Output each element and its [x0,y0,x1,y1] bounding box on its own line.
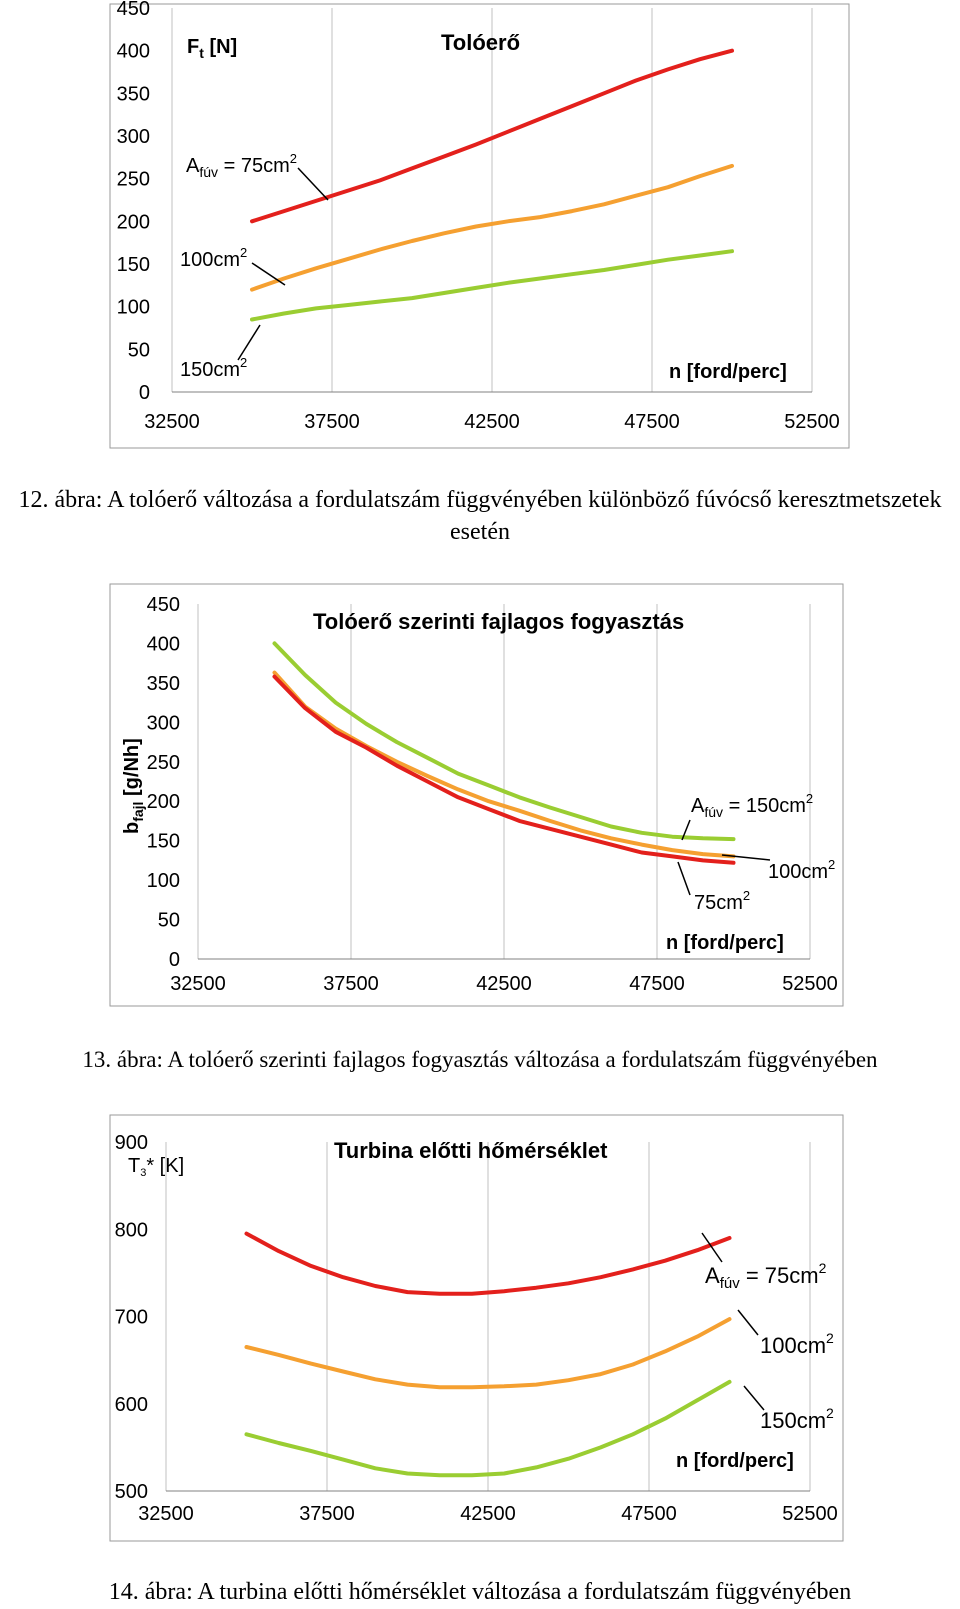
chart2-label-75 [694,888,750,914]
chart3-y-label-main: T [128,1155,141,1177]
c1-ytick-4: 200 [116,211,150,234]
chart-thrust [110,0,849,448]
c1-xtick-4: 52500 [784,411,840,433]
chart3-title: Turbina előtti hőmérséklet [334,1138,608,1163]
c2-ytick-6: 300 [146,712,180,735]
chart1-y-label-main: F [187,36,200,58]
chart1-x-label: n [ford/perc] [669,361,787,383]
c3-xtick-1: 37500 [299,1503,355,1525]
chart1-label-100-text: 100cm [180,249,241,271]
c3-ytick-3: 800 [114,1219,148,1242]
c1-ytick-1: 50 [127,339,150,362]
chart3-frame [110,1115,843,1541]
chart1-label-100 [180,245,247,271]
c2-ytick-1: 50 [157,909,180,932]
c2-ytick-5: 250 [146,751,180,774]
c3-ytick-2: 700 [114,1306,148,1329]
chart3-y-label-sub: 3 [140,1167,147,1179]
c3-xtick-0: 32500 [138,1503,194,1525]
chart1-y-label [187,36,237,61]
c1-ytick-5: 250 [116,168,150,191]
c2-xtick-1: 37500 [323,973,379,995]
c3-ytick-1: 600 [114,1393,148,1416]
c2-ytick-3: 150 [146,830,180,853]
caption-figure-13: 13. ábra: A tolóerő szerinti fajlagos fogyasztás változása a fordulatszám függvényében [82,1047,878,1072]
chart1-y-label-unit: [N] [203,36,238,58]
c1-xtick-1: 37500 [304,411,360,433]
chart1-label-75-sub: fúv [199,164,219,180]
c3-xtick-4: 52500 [782,1503,838,1525]
chart2-label-75-sup: 2 [742,888,751,903]
chart2-label-150-sup: 2 [805,791,814,806]
c1-xtick-2: 42500 [464,411,520,433]
chart3-label-75-a: A [705,1263,720,1288]
c2-xtick-4: 52500 [782,973,838,995]
chart1-label-150 [180,355,247,381]
c3-ytick-4: 900 [114,1132,148,1154]
chart3-label-75-text: = 75cm [739,1263,819,1288]
chart2-label-100 [768,857,835,883]
chart3-label-150-text: 150cm [760,1408,827,1433]
chart3-label-75-sup: 2 [818,1260,827,1276]
chart3-label-75-sub: fúv [719,1275,740,1292]
c3-xtick-3: 47500 [621,1503,677,1525]
c2-ytick-4: 200 [146,791,180,814]
chart3-label-150-sup: 2 [826,1405,834,1421]
chart1-label-150-text: 150cm [180,359,241,381]
c3-ytick-0: 500 [114,1481,148,1503]
chart-sfc [110,584,843,1006]
chart1-title: Tolóerő [441,30,521,55]
c1-ytick-7: 350 [116,83,150,106]
chart3-y-label-unit: * [K] [146,1155,185,1177]
chart1-label-150-sup: 2 [240,355,248,370]
chart2-label-150-a: A [691,795,705,817]
c1-ytick-9: 450 [116,0,150,20]
caption-figure-14: 14. ábra: A turbina előtti hőmérséklet változása a fordulatszám függvényében [108,1579,852,1605]
c2-ytick-2: 100 [146,870,180,893]
c1-ytick-0: 0 [138,382,150,404]
c1-xtick-0: 32500 [144,411,200,433]
c1-xtick-3: 47500 [624,411,680,433]
chart2-title: Tolóerő szerinti fajlagos fogyasztás [313,609,685,634]
chart3-y-label [128,1155,184,1179]
chart3-label-100-sup: 2 [826,1330,834,1346]
chart3-label-150 [760,1405,834,1433]
chart-temperature [110,1115,843,1541]
chart2-x-label: n [ford/perc] [666,932,784,954]
c2-ytick-9: 450 [146,594,180,616]
chart3-x-label: n [ford/perc] [676,1450,794,1472]
chart1-label-75-a: A [186,155,200,177]
chart3-label-100-text: 100cm [760,1333,827,1358]
chart2-y-label-unit: [g/Nh] [121,738,143,802]
chart1-label-75-text: = 75cm [218,155,290,177]
chart2-label-150-sub: fúv [704,804,724,820]
chart1-label-100-sup: 2 [240,245,248,260]
c2-xtick-0: 32500 [170,973,226,995]
chart2-y-label-main: b [121,821,143,834]
c2-ytick-0: 0 [168,949,180,971]
chart1-y-label-sub: t [199,45,204,61]
chart2-label-150-text: = 150cm [723,795,806,817]
c1-ytick-2: 100 [116,296,150,319]
chart1-label-75-sup: 2 [289,151,297,166]
c1-ytick-6: 300 [116,126,150,148]
c2-xtick-3: 47500 [629,973,685,995]
chart2-y-label-sub: fajl [130,801,146,822]
chart2-label-100-sup: 2 [828,857,836,872]
c2-xtick-2: 42500 [476,973,532,995]
c2-ytick-8: 400 [146,633,180,656]
chart2-label-100-text: 100cm [768,861,829,883]
c3-xtick-2: 42500 [460,1503,516,1525]
chart3-label-100 [760,1330,834,1358]
c1-ytick-8: 400 [116,40,150,63]
c1-ytick-3: 150 [116,254,150,276]
c2-ytick-7: 350 [146,672,180,695]
chart2-label-75-text: 75cm [694,892,743,914]
caption-figure-12: 12. ábra: A tolóerő változása a fordulatszám függvényében különböző fúvócső keresztmetszetek esetén [18,487,942,545]
